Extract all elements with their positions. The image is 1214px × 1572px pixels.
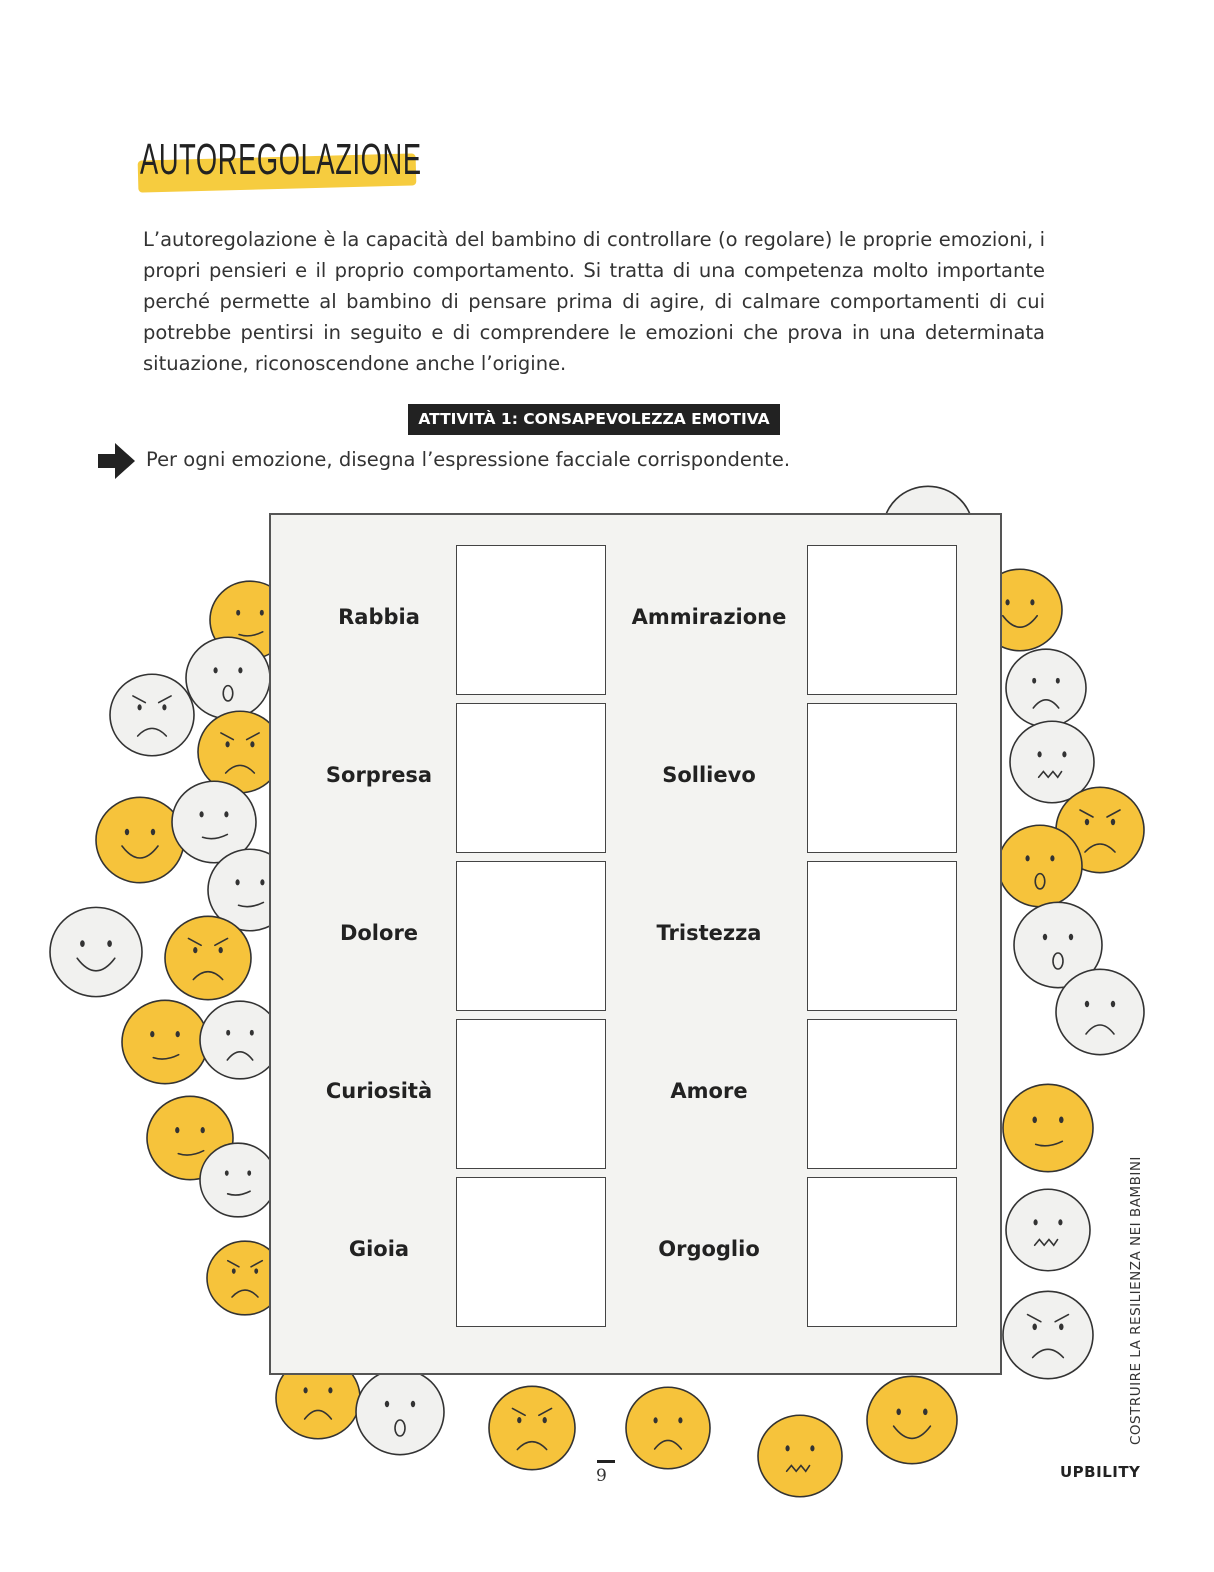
drawing-box[interactable] bbox=[456, 861, 606, 1011]
page-number: 9 bbox=[596, 1466, 607, 1486]
emoji-face-icon bbox=[356, 1369, 444, 1454]
page-title: AUTOREGOLAZIONE bbox=[140, 135, 422, 184]
emoji-face-icon bbox=[1006, 1189, 1090, 1270]
activity-label: ATTIVITÀ 1: CONSAPEVOLEZZA EMOTIVA bbox=[408, 404, 780, 435]
instruction-text: Per ogni emozione, disegna l’espressione facciale corrispondente. bbox=[146, 448, 791, 471]
emoji-face-icon bbox=[200, 1001, 280, 1079]
emotion-label: Dolore bbox=[339, 921, 419, 945]
emotion-label: Curiosità bbox=[325, 1079, 433, 1103]
emoji-face-icon bbox=[489, 1386, 575, 1469]
emotion-label: Orgoglio bbox=[658, 1237, 760, 1261]
emoji-face-icon bbox=[867, 1376, 957, 1463]
drawing-box[interactable] bbox=[807, 1019, 957, 1169]
emotion-label: Ammirazione bbox=[631, 605, 787, 629]
drawing-box[interactable] bbox=[456, 545, 606, 695]
emoji-face-icon bbox=[50, 907, 142, 996]
emoji-face-icon bbox=[1056, 969, 1144, 1054]
emotion-label: Gioia bbox=[348, 1237, 410, 1261]
side-book-title: COSTRUIRE LA RESILIENZA NEI BAMBINI bbox=[1128, 1156, 1144, 1445]
emoji-face-icon bbox=[122, 1000, 208, 1083]
emotions-panel bbox=[269, 513, 1002, 1375]
emotion-label: Amore bbox=[670, 1079, 748, 1103]
emoji-face-icon bbox=[1006, 649, 1086, 727]
emoji-face-icon bbox=[1003, 1291, 1093, 1378]
emotion-label: Rabbia bbox=[338, 605, 420, 629]
drawing-box[interactable] bbox=[807, 1177, 957, 1327]
emoji-face-icon bbox=[758, 1415, 842, 1496]
emoji-face-icon bbox=[998, 825, 1082, 906]
drawing-box[interactable] bbox=[807, 545, 957, 695]
emoji-face-icon bbox=[1003, 1084, 1093, 1171]
emoji-face-icon bbox=[626, 1387, 710, 1468]
drawing-box[interactable] bbox=[456, 1177, 606, 1327]
emoji-face-icon bbox=[200, 1143, 276, 1217]
emoji-face-icon bbox=[110, 674, 194, 755]
drawing-box[interactable] bbox=[807, 703, 957, 853]
emotion-label: Sorpresa bbox=[325, 763, 433, 787]
intro-paragraph: L’autoregolazione è la capacità del bambino di controllare (o regolare) le proprie emozioni, i propri pensieri e il proprio comportamento. Si tratta di una competenza molto importante perché permette al bambino di pensare prima di agire, di calmare comportamenti di cui potrebbe pentirsi in seguito e di comprendere le emozioni che prova in una determinata situazione, riconoscendone anche l’origine. bbox=[143, 228, 1045, 375]
brand-logo: UPBILITY bbox=[1060, 1463, 1141, 1481]
page-number-dash bbox=[597, 1460, 615, 1463]
emoji-face-icon bbox=[165, 916, 251, 999]
emoji-face-icon bbox=[96, 797, 184, 882]
drawing-box[interactable] bbox=[456, 703, 606, 853]
emoji-face-icon bbox=[186, 637, 270, 718]
emotion-label: Tristezza bbox=[656, 921, 762, 945]
drawing-box[interactable] bbox=[456, 1019, 606, 1169]
drawing-box[interactable] bbox=[807, 861, 957, 1011]
emotion-label: Sollievo bbox=[662, 763, 756, 787]
